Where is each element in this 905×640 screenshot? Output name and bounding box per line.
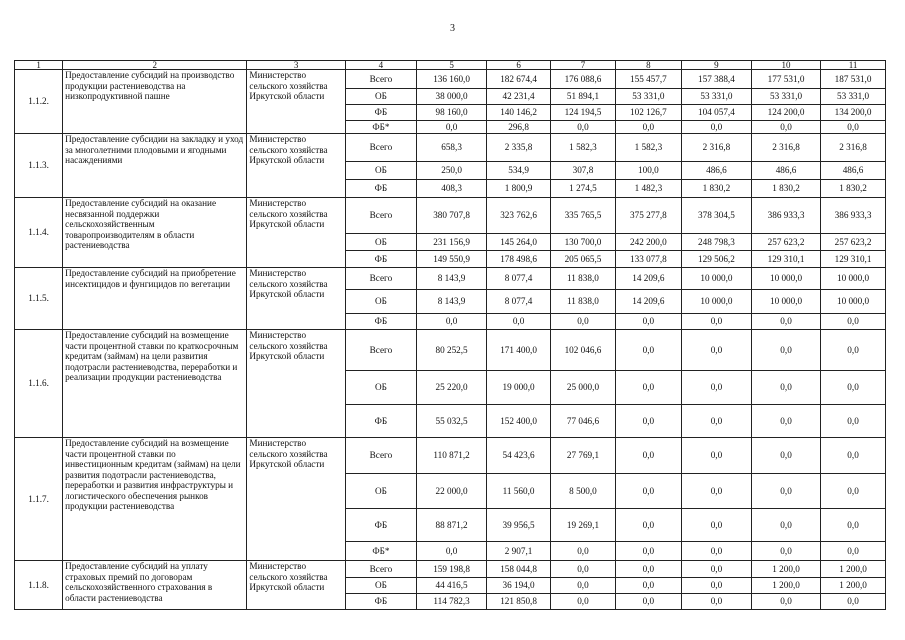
row-name: Предоставление субсидий на оказание несвязанной поддержки сельскохозяйственным товаропроизводителям в области растениеводства [63, 198, 247, 268]
value-cell: 10 000,0 [681, 290, 751, 314]
row-executor: Министерство сельского хозяйства Иркутской области [247, 438, 345, 561]
column-header: 2 [63, 61, 247, 70]
value-cell: 0,0 [615, 330, 681, 371]
value-cell: 1 200,0 [752, 578, 821, 594]
value-cell: 136 160,0 [417, 70, 487, 89]
value-cell: 0,0 [615, 509, 681, 542]
value-cell: 80 252,5 [417, 330, 487, 371]
value-cell: 10 000,0 [752, 290, 821, 314]
funding-source: Всего [345, 198, 416, 234]
column-header: 6 [487, 61, 551, 70]
column-header: 3 [247, 61, 345, 70]
row-code: 1.1.2. [15, 70, 63, 134]
value-cell: 51 894,1 [551, 89, 616, 105]
value-cell: 25 000,0 [551, 371, 616, 405]
value-cell: 408,3 [417, 180, 487, 198]
value-cell: 0,0 [752, 594, 821, 610]
table-header [15, 61, 886, 70]
value-cell: 14 209,6 [615, 268, 681, 290]
funding-source: ФБ [345, 405, 416, 438]
value-cell: 534,9 [487, 162, 551, 180]
value-cell: 257 623,2 [752, 234, 821, 251]
value-cell: 157 388,4 [681, 70, 751, 89]
value-cell: 129 310,1 [821, 251, 886, 268]
value-cell: 102 126,7 [615, 105, 681, 121]
table-body [15, 70, 886, 610]
value-cell: 658,3 [417, 134, 487, 162]
row-name: Предоставление субсидий на приобретение инсектицидов и фунгицидов по вегетации [63, 268, 247, 330]
value-cell: 0,0 [752, 474, 821, 509]
value-cell: 242 200,0 [615, 234, 681, 251]
value-cell: 0,0 [615, 578, 681, 594]
funding-source: ФБ* [345, 121, 416, 134]
value-cell: 1 200,0 [752, 561, 821, 578]
value-cell: 1 830,2 [752, 180, 821, 198]
value-cell: 0,0 [615, 371, 681, 405]
value-cell: 36 194,0 [487, 578, 551, 594]
value-cell: 149 550,9 [417, 251, 487, 268]
budget-table [14, 60, 886, 610]
value-cell: 10 000,0 [821, 290, 886, 314]
value-cell: 257 623,2 [821, 234, 886, 251]
value-cell: 42 231,4 [487, 89, 551, 105]
funding-source: Всего [345, 134, 416, 162]
value-cell: 486,6 [821, 162, 886, 180]
value-cell: 386 933,3 [821, 198, 886, 234]
value-cell: 8 143,9 [417, 290, 487, 314]
row-executor: Министерство сельского хозяйства Иркутской области [247, 70, 345, 134]
value-cell: 88 871,2 [417, 509, 487, 542]
column-header: 11 [821, 61, 886, 70]
value-cell: 2 907,1 [487, 542, 551, 561]
value-cell: 130 700,0 [551, 234, 616, 251]
value-cell: 0,0 [615, 561, 681, 578]
value-cell: 0,0 [681, 405, 751, 438]
table-row [15, 438, 886, 474]
value-cell: 1 200,0 [821, 561, 886, 578]
funding-source: Всего [345, 330, 416, 371]
value-cell: 0,0 [821, 121, 886, 134]
value-cell: 53 331,0 [821, 89, 886, 105]
funding-source: ОБ [345, 578, 416, 594]
value-cell: 0,0 [752, 509, 821, 542]
value-cell: 53 331,0 [752, 89, 821, 105]
value-cell: 0,0 [821, 509, 886, 542]
value-cell: 0,0 [615, 594, 681, 610]
value-cell: 14 209,6 [615, 290, 681, 314]
value-cell: 1 582,3 [615, 134, 681, 162]
value-cell: 177 531,0 [752, 70, 821, 89]
value-cell: 0,0 [681, 371, 751, 405]
value-cell: 55 032,5 [417, 405, 487, 438]
funding-source: ФБ [345, 594, 416, 610]
funding-source: ФБ [345, 180, 416, 198]
value-cell: 0,0 [681, 438, 751, 474]
value-cell: 0,0 [821, 371, 886, 405]
value-cell: 1 582,3 [551, 134, 616, 162]
value-cell: 0,0 [551, 314, 616, 330]
value-cell: 0,0 [821, 330, 886, 371]
value-cell: 38 000,0 [417, 89, 487, 105]
value-cell: 231 156,9 [417, 234, 487, 251]
funding-source: ФБ* [345, 542, 416, 561]
value-cell: 386 933,3 [752, 198, 821, 234]
value-cell: 0,0 [752, 438, 821, 474]
value-cell: 53 331,0 [615, 89, 681, 105]
value-cell: 158 044,8 [487, 561, 551, 578]
value-cell: 171 400,0 [487, 330, 551, 371]
value-cell: 54 423,6 [487, 438, 551, 474]
value-cell: 486,6 [752, 162, 821, 180]
row-code: 1.1.5. [15, 268, 63, 330]
funding-source: ФБ [345, 509, 416, 542]
value-cell: 205 065,5 [551, 251, 616, 268]
value-cell: 121 850,8 [487, 594, 551, 610]
table-row [15, 561, 886, 578]
value-cell: 307,8 [551, 162, 616, 180]
value-cell: 0,0 [417, 542, 487, 561]
row-name: Предоставление субсидий на возмещение части процентной ставки по краткосрочным кредитам (займам) на цели развития подотрасли растениеводства, переработки и реализации продукции растениеводства [63, 330, 247, 438]
value-cell: 134 200,0 [821, 105, 886, 121]
value-cell: 129 506,2 [681, 251, 751, 268]
value-cell: 0,0 [821, 405, 886, 438]
column-header: 4 [345, 61, 416, 70]
value-cell: 0,0 [681, 330, 751, 371]
value-cell: 104 057,4 [681, 105, 751, 121]
row-name: Предоставление субсидий на уплату страховых премий по договорам сельскохозяйственного страхования в области растениеводства [63, 561, 247, 610]
row-name: Предоставление субсидий на производство продукции растениеводства на низкопродуктивной пашне [63, 70, 247, 134]
value-cell: 486,6 [681, 162, 751, 180]
value-cell: 380 707,8 [417, 198, 487, 234]
value-cell: 0,0 [681, 561, 751, 578]
page-number: 3 [450, 23, 455, 34]
row-executor: Министерство сельского хозяйства Иркутской области [247, 330, 345, 438]
value-cell: 248 798,3 [681, 234, 751, 251]
value-cell: 0,0 [752, 371, 821, 405]
value-cell: 0,0 [615, 314, 681, 330]
table-row [15, 330, 886, 371]
value-cell: 0,0 [615, 542, 681, 561]
value-cell: 8 077,4 [487, 268, 551, 290]
row-executor: Министерство сельского хозяйства Иркутской области [247, 268, 345, 330]
value-cell: 0,0 [681, 578, 751, 594]
value-cell: 0,0 [551, 561, 616, 578]
row-executor: Министерство сельского хозяйства Иркутской области [247, 561, 345, 610]
value-cell: 0,0 [551, 542, 616, 561]
value-cell: 0,0 [681, 121, 751, 134]
value-cell: 1 274,5 [551, 180, 616, 198]
value-cell: 102 046,6 [551, 330, 616, 371]
value-cell: 0,0 [821, 474, 886, 509]
funding-source: ОБ [345, 474, 416, 509]
value-cell: 0,0 [821, 542, 886, 561]
value-cell: 0,0 [615, 121, 681, 134]
header-row [15, 61, 886, 70]
value-cell: 11 838,0 [551, 290, 616, 314]
funding-source: Всего [345, 438, 416, 474]
row-code: 1.1.7. [15, 438, 63, 561]
value-cell: 124 200,0 [752, 105, 821, 121]
value-cell: 155 457,7 [615, 70, 681, 89]
value-cell: 10 000,0 [821, 268, 886, 290]
value-cell: 53 331,0 [681, 89, 751, 105]
table-row [15, 134, 886, 162]
value-cell: 98 160,0 [417, 105, 487, 121]
value-cell: 0,0 [615, 474, 681, 509]
value-cell: 0,0 [681, 509, 751, 542]
value-cell: 296,8 [487, 121, 551, 134]
value-cell: 1 200,0 [821, 578, 886, 594]
table-row [15, 268, 886, 290]
value-cell: 0,0 [681, 474, 751, 509]
value-cell: 0,0 [752, 121, 821, 134]
value-cell: 1 800,9 [487, 180, 551, 198]
row-executor: Министерство сельского хозяйства Иркутской области [247, 134, 345, 198]
value-cell: 0,0 [615, 405, 681, 438]
value-cell: 22 000,0 [417, 474, 487, 509]
value-cell: 187 531,0 [821, 70, 886, 89]
value-cell: 133 077,8 [615, 251, 681, 268]
value-cell: 145 264,0 [487, 234, 551, 251]
value-cell: 152 400,0 [487, 405, 551, 438]
value-cell: 110 871,2 [417, 438, 487, 474]
funding-source: ОБ [345, 371, 416, 405]
value-cell: 0,0 [821, 438, 886, 474]
value-cell: 176 088,6 [551, 70, 616, 89]
column-header: 10 [752, 61, 821, 70]
value-cell: 0,0 [551, 121, 616, 134]
value-cell: 2 316,8 [752, 134, 821, 162]
row-executor: Министерство сельского хозяйства Иркутской области [247, 198, 345, 268]
funding-source: Всего [345, 561, 416, 578]
value-cell: 0,0 [681, 542, 751, 561]
value-cell: 10 000,0 [681, 268, 751, 290]
value-cell: 250,0 [417, 162, 487, 180]
value-cell: 0,0 [752, 542, 821, 561]
value-cell: 159 198,8 [417, 561, 487, 578]
value-cell: 0,0 [821, 314, 886, 330]
value-cell: 1 830,2 [681, 180, 751, 198]
funding-source: Всего [345, 70, 416, 89]
value-cell: 375 277,8 [615, 198, 681, 234]
value-cell: 8 077,4 [487, 290, 551, 314]
funding-source: ФБ [345, 105, 416, 121]
value-cell: 0,0 [417, 121, 487, 134]
value-cell: 11 838,0 [551, 268, 616, 290]
row-code: 1.1.4. [15, 198, 63, 268]
value-cell: 19 269,1 [551, 509, 616, 542]
funding-source: ФБ [345, 314, 416, 330]
value-cell: 0,0 [417, 314, 487, 330]
value-cell: 129 310,1 [752, 251, 821, 268]
value-cell: 0,0 [752, 405, 821, 438]
row-code: 1.1.3. [15, 134, 63, 198]
value-cell: 8 143,9 [417, 268, 487, 290]
value-cell: 0,0 [551, 594, 616, 610]
value-cell: 0,0 [681, 594, 751, 610]
value-cell: 11 560,0 [487, 474, 551, 509]
value-cell: 2 316,8 [821, 134, 886, 162]
value-cell: 0,0 [615, 438, 681, 474]
row-code: 1.1.8. [15, 561, 63, 610]
value-cell: 178 498,6 [487, 251, 551, 268]
funding-source: ОБ [345, 290, 416, 314]
row-code: 1.1.6. [15, 330, 63, 438]
value-cell: 25 220,0 [417, 371, 487, 405]
value-cell: 114 782,3 [417, 594, 487, 610]
value-cell: 378 304,5 [681, 198, 751, 234]
column-header: 5 [417, 61, 487, 70]
column-header: 8 [615, 61, 681, 70]
value-cell: 2 335,8 [487, 134, 551, 162]
funding-source: ОБ [345, 234, 416, 251]
value-cell: 44 416,5 [417, 578, 487, 594]
value-cell: 77 046,6 [551, 405, 616, 438]
funding-source: Всего [345, 268, 416, 290]
value-cell: 1 830,2 [821, 180, 886, 198]
funding-source: ФБ [345, 251, 416, 268]
value-cell: 2 316,8 [681, 134, 751, 162]
value-cell: 0,0 [487, 314, 551, 330]
value-cell: 0,0 [681, 314, 751, 330]
column-header: 7 [551, 61, 616, 70]
value-cell: 10 000,0 [752, 268, 821, 290]
table-row [15, 70, 886, 89]
row-name: Предоставление субсидии на закладку и уход за многолетними плодовыми и ягодными насаждениями [63, 134, 247, 198]
value-cell: 19 000,0 [487, 371, 551, 405]
value-cell: 335 765,5 [551, 198, 616, 234]
value-cell: 39 956,5 [487, 509, 551, 542]
value-cell: 100,0 [615, 162, 681, 180]
value-cell: 1 482,3 [615, 180, 681, 198]
table-row [15, 198, 886, 234]
funding-source: ОБ [345, 89, 416, 105]
value-cell: 27 769,1 [551, 438, 616, 474]
value-cell: 8 500,0 [551, 474, 616, 509]
value-cell: 140 146,2 [487, 105, 551, 121]
value-cell: 0,0 [551, 578, 616, 594]
funding-source: ОБ [345, 162, 416, 180]
value-cell: 0,0 [752, 330, 821, 371]
column-header: 1 [15, 61, 63, 70]
value-cell: 124 194,5 [551, 105, 616, 121]
column-header: 9 [681, 61, 751, 70]
row-name: Предоставление субсидий на возмещение части процентной ставки по инвестиционным кредитам (займам) на цели развития подотрасли растениеводства, переработки и развития инфраструктуры и логистического обеспечения рынков продукции растениеводства [63, 438, 247, 561]
value-cell: 323 762,6 [487, 198, 551, 234]
value-cell: 0,0 [752, 314, 821, 330]
value-cell: 182 674,4 [487, 70, 551, 89]
value-cell: 0,0 [821, 594, 886, 610]
